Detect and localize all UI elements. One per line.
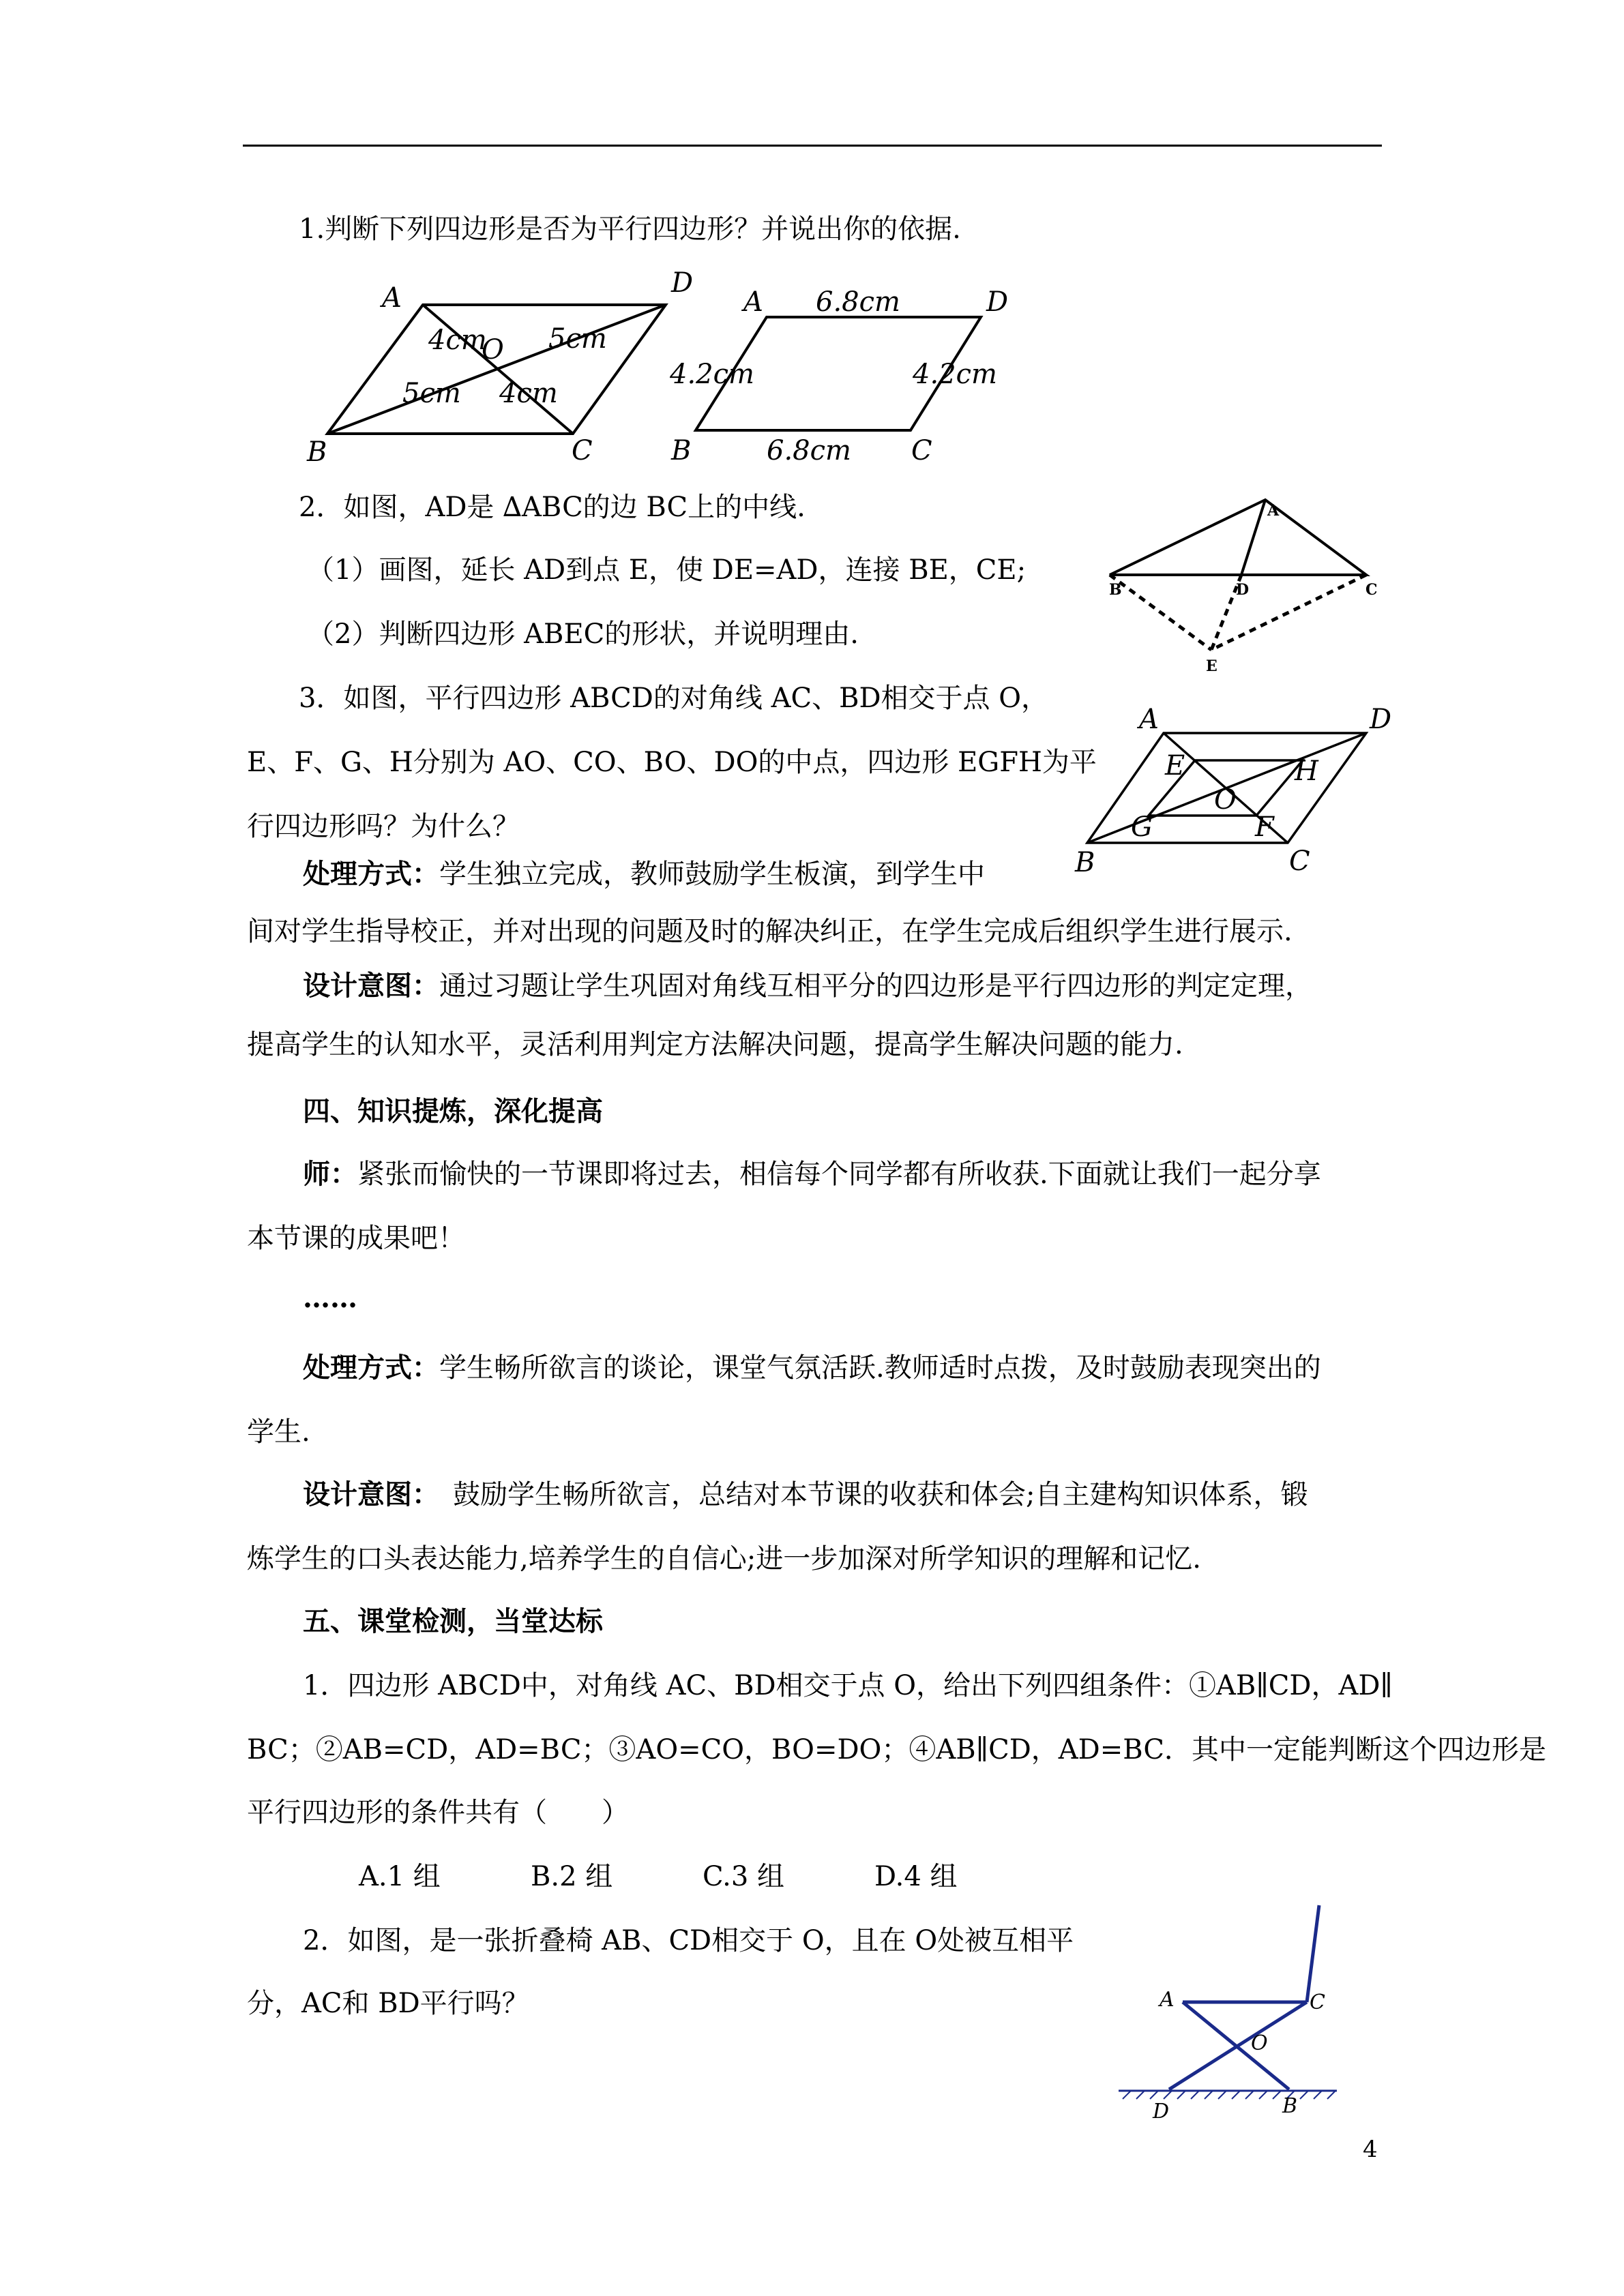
method2-line2: 学生. <box>247 1416 310 1448</box>
fig1-label-a: A <box>382 282 402 314</box>
fig3-shape <box>1110 500 1366 650</box>
s5-q2-line1: 2．如图，是一张折叠椅 AB、CD相交于 O，且在 O处被互相平 <box>303 1925 1074 1956</box>
fig3-triangle-abc <box>1110 500 1366 575</box>
intent1-line1 <box>303 970 1312 1002</box>
fig3-label-a: A <box>1267 502 1280 520</box>
fig2-label-d: D <box>986 286 1009 318</box>
q3-line3: 行四边形吗？为什么？ <box>247 811 520 842</box>
fig4-label-b: B <box>1075 847 1095 878</box>
fig1-diagonal-bd <box>327 305 666 434</box>
teacher-text1: 紧张而愉快的一节课即将过去，相信每个同学都有所收获.下面就让我们一起分享 <box>357 1159 1321 1190</box>
fig5-label-a: A <box>1160 1988 1175 2012</box>
fig3-segment-be <box>1110 575 1211 650</box>
s5-q1-line2: BC；②AB=CD，AD=BC；③AO=CO，BO=DO；④AB∥CD，AD=BC．其中一定能判断这个四边形是 <box>247 1734 1546 1765</box>
fig1-len-bo: 5cm <box>402 378 461 409</box>
s5-q2-line2: 分，AC和 BD平行吗？ <box>247 1988 529 2019</box>
teacher-line1 <box>303 1158 1321 1191</box>
q2-intro: 2．如图，AD是 ∆ABC的边 BC上的中线. <box>299 492 806 523</box>
q1-text: 1.判断下列四边形是否为平行四边形？并说出你的依据. <box>299 213 961 245</box>
q3-line1: 3．如图，平行四边形 ABCD的对角线 AC、BD相交于点 O， <box>299 683 1049 714</box>
fig2-len-top: 6.8cm <box>816 286 900 318</box>
fig3-label-d: D <box>1236 581 1250 599</box>
fig4-label-f: F <box>1255 811 1274 843</box>
fig1-label-d: D <box>671 267 694 299</box>
fig5-label-b: B <box>1282 2094 1298 2118</box>
method2-text1: 学生畅所欲言的谈论，课堂气氛活跃.教师适时点拨，及时鼓励表现突出的 <box>439 1352 1321 1384</box>
method1-line2: 间对学生指导校正，并对出现的问题及时的解决纠正，在学生完成后组织学生进行展示. <box>247 916 1293 947</box>
fig5-ground-hatch <box>1123 2091 1335 2099</box>
fig2-label-b: B <box>671 435 692 466</box>
intent1-line2: 提高学生的认知水平，灵活利用判定方法解决问题，提高学生解决问题的能力. <box>247 1029 1183 1060</box>
s5-q1-line1: 1．四边形 ABCD中，对角线 AC、BD相交于点 O，给出下列四组条件：①AB∥CD，AD∥ <box>303 1670 1393 1701</box>
fig3-segment-ce <box>1211 575 1366 650</box>
intent1-text1: 通过习题让学生巩固对角线互相平分的四边形是平行四边形的判定定理， <box>439 970 1312 1002</box>
fig4-label-d: D <box>1370 704 1392 735</box>
fig5-backrest <box>1307 1905 1319 2002</box>
fig1-shape <box>327 305 666 434</box>
fig3-label-b: B <box>1109 581 1122 599</box>
section4-heading: 四、知识提炼，深化提高 <box>303 1095 603 1127</box>
fig2-label-c: C <box>911 435 932 466</box>
fig4-label-h: H <box>1295 756 1318 787</box>
intent2-text1: 鼓励学生畅所欲言，总结对本节课的收获和体会;自主建构知识体系，锻 <box>426 1479 1308 1510</box>
option-a: A.1 组 <box>359 1861 441 1892</box>
fig1-len-oc: 4cm <box>499 378 558 409</box>
fig3-label-c: C <box>1365 581 1378 599</box>
fig4-label-e: E <box>1165 750 1185 781</box>
fig4-label-g: G <box>1131 811 1153 843</box>
option-c: C.3 组 <box>703 1861 785 1892</box>
intent2-line1 <box>303 1478 1308 1511</box>
fig1-label-c: C <box>572 435 593 466</box>
fig4-label-a: A <box>1139 704 1159 735</box>
fig1-label-b: B <box>307 436 327 468</box>
option-d: D.4 组 <box>874 1861 958 1892</box>
fig2-label-a: A <box>743 286 763 318</box>
method2-label: 处理方式： <box>303 1352 439 1384</box>
teacher-line2: 本节课的成果吧！ <box>247 1223 465 1254</box>
teacher-label: 师： <box>303 1158 357 1190</box>
fig1-len-od: 5cm <box>548 323 607 355</box>
fig5-label-o: O <box>1251 2031 1268 2055</box>
fig5-shape <box>1119 1905 1337 2099</box>
fig5-label-c: C <box>1310 1991 1325 2014</box>
q3-line2: E、F、G、H分别为 AO、CO、BO、DO的中点，四边形 EGFH为平 <box>247 747 1097 778</box>
fig1-label-o: O <box>482 334 504 366</box>
fig2-len-right: 4.2cm <box>913 359 997 390</box>
method2-line1 <box>303 1352 1321 1384</box>
method1-label: 处理方式： <box>303 858 439 890</box>
section5-heading: 五、课堂检测，当堂达标 <box>303 1605 603 1637</box>
fig4-label-c: C <box>1289 846 1310 877</box>
method1-line1 <box>303 858 985 891</box>
fig2-len-left: 4.2cm <box>670 359 754 390</box>
page-number: 4 <box>1363 2136 1378 2163</box>
q2-part2: （2）判断四边形 ABEC的形状，并说明理由. <box>307 618 859 650</box>
q2-part1: （1）画图，延长 AD到点 E，使 DE=AD，连接 BE，CE; <box>307 554 1027 586</box>
s5-q1-line3: 平行四边形的条件共有（ ） <box>247 1797 629 1828</box>
fig5-leg-cd <box>1169 2002 1307 2089</box>
fig1-len-ao: 4cm <box>428 325 487 356</box>
fig4-label-o: O <box>1214 784 1237 816</box>
fig5-label-d: D <box>1153 2100 1170 2123</box>
fig3-label-e: E <box>1206 657 1217 675</box>
intent2-line2: 炼学生的口头表达能力,培养学生的自信心;进一步加深对所学知识的理解和记忆. <box>247 1543 1201 1575</box>
ellipsis: …… <box>303 1282 357 1314</box>
method1-text1: 学生独立完成，教师鼓励学生板演，到学生中 <box>439 859 985 890</box>
option-b: B.2 组 <box>531 1861 613 1892</box>
intent2-label: 设计意图： <box>303 1478 426 1510</box>
fig2-len-bottom: 6.8cm <box>767 435 851 466</box>
intent1-label: 设计意图： <box>303 970 439 1002</box>
